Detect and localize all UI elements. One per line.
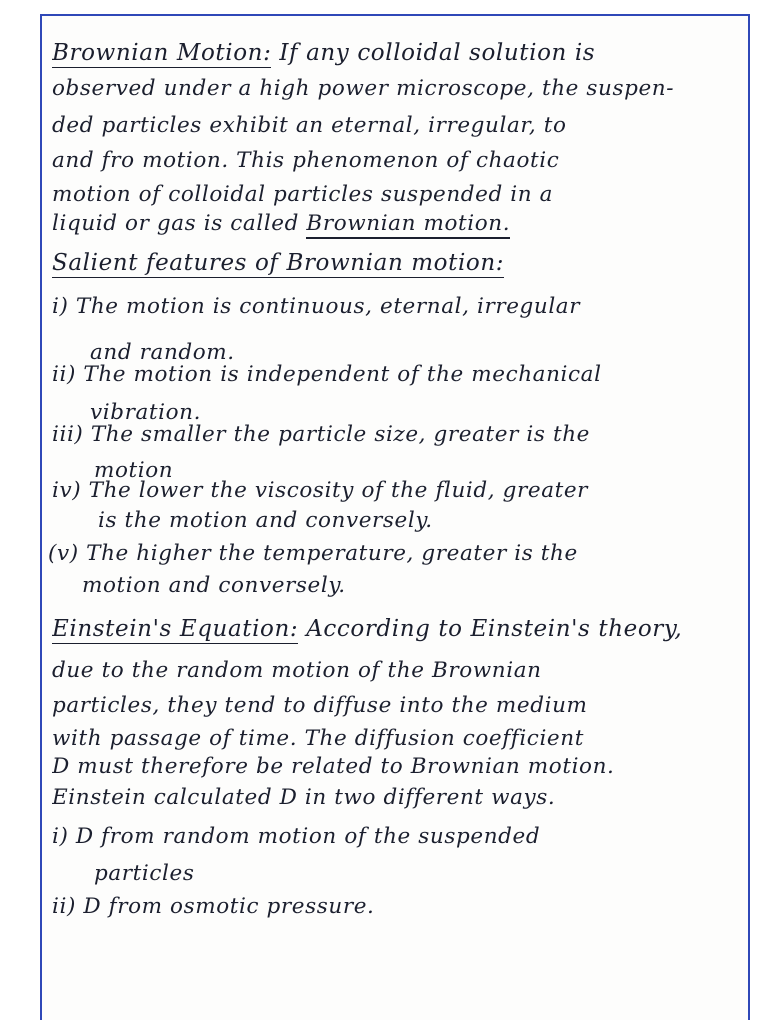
brownian-intro-line-3: ded particles exhibit an eternal, irregular, to	[52, 113, 567, 138]
notebook-page	[40, 14, 750, 1020]
brownian-intro-line-2: observed under a high power microscope, the suspen-	[52, 76, 675, 101]
feature-2-line-1: ii) The motion is independent of the mechanical	[52, 362, 602, 387]
einstein-equation-title: Einstein's Equation:	[52, 616, 298, 644]
einstein-method-2: ii) D from osmotic pressure.	[52, 894, 375, 919]
salient-features-heading	[52, 248, 742, 278]
brownian-intro-line-6	[52, 209, 742, 239]
feature-1-line-1: i) The motion is continuous, eternal, irregular	[52, 294, 581, 319]
feature-4-line-2: is the motion and conversely.	[98, 508, 433, 533]
einstein-line-5: D must therefore be related to Brownian motion.	[52, 754, 615, 779]
brownian-definition-text: liquid or gas is called	[52, 211, 299, 236]
einstein-intro-text: According to Einstein's theory,	[306, 616, 683, 642]
brownian-intro-line-4: and fro motion. This phenomenon of chaotic	[52, 148, 560, 173]
brownian-intro-line-1	[52, 38, 742, 68]
feature-3-line-1: iii) The smaller the particle size, greater is the	[52, 422, 590, 447]
einstein-line-6: Einstein calculated D in two different ways.	[52, 785, 556, 810]
brownian-motion-title: Brownian Motion:	[52, 40, 271, 68]
feature-1-line-2: and random.	[90, 340, 235, 365]
salient-features-title: Salient features of Brownian motion:	[52, 250, 504, 278]
feature-3-line-2: motion	[94, 458, 174, 483]
einstein-line-4: with passage of time. The diffusion coefficient	[52, 726, 584, 751]
brownian-intro-line-5: motion of colloidal particles suspended in a	[52, 182, 554, 207]
einstein-line-1	[52, 614, 742, 644]
feature-4-line-1: iv) The lower the viscosity of the fluid, greater	[52, 478, 589, 503]
einstein-method-1-line-2: particles	[94, 861, 195, 886]
einstein-line-2: due to the random motion of the Brownian	[52, 658, 542, 683]
feature-5-line-2: motion and conversely.	[82, 573, 346, 598]
einstein-method-1-line-1: i) D from random motion of the suspended	[52, 824, 541, 849]
brownian-motion-term: Brownian motion.	[306, 211, 510, 239]
feature-2-line-2: vibration.	[90, 400, 202, 425]
brownian-intro-text: If any colloidal solution is	[279, 40, 596, 66]
einstein-line-3: particles, they tend to diffuse into the medium	[52, 693, 588, 718]
feature-5-line-1: (v) The higher the temperature, greater is the	[48, 541, 578, 566]
